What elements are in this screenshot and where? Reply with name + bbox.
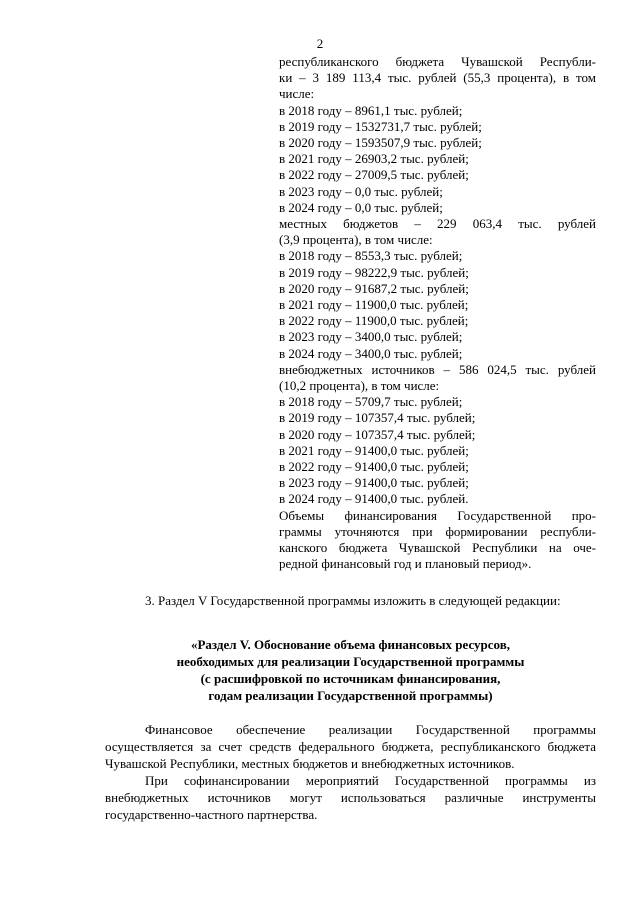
funding-line: местных бюджетов – 229 063,4 тыс. рублей [279, 216, 596, 232]
funding-line: граммы уточняются при формировании республи- [279, 523, 596, 539]
body-paragraph-partnership: При софинансировании мероприятий Государственной программы из внебюджетных источников могут использоваться различные инструменты государственно-частного партнерства. [105, 773, 596, 822]
funding-line: в 2022 году – 27009,5 тыс. рублей; [279, 167, 469, 183]
funding-breakdown [279, 54, 596, 573]
funding-line: в 2020 году – 107357,4 тыс. рублей; [279, 426, 476, 442]
funding-line: Объемы финансирования Государственной про- [279, 507, 596, 523]
heading-line: необходимых для реализации Государственной программы [176, 654, 525, 669]
funding-line: в 2018 году – 8961,1 тыс. рублей; [279, 102, 463, 118]
heading-line: (с расшифровкой по источникам финансирования, [200, 671, 501, 686]
funding-line: в 2023 году – 91400,0 тыс. рублей; [279, 475, 469, 491]
funding-line: канского бюджета Чувашской Республики на оче- [279, 540, 596, 556]
funding-line: в 2024 году – 91400,0 тыс. рублей. [279, 491, 469, 507]
funding-line: в 2024 году – 3400,0 тыс. рублей; [279, 345, 463, 361]
funding-line: в 2019 году – 98222,9 тыс. рублей; [279, 264, 469, 280]
funding-line: в 2021 году – 11900,0 тыс. рублей; [279, 297, 469, 313]
funding-line: в 2018 году – 8553,3 тыс. рублей; [279, 248, 463, 264]
funding-line: в 2018 году – 5709,7 тыс. рублей; [279, 394, 463, 410]
funding-line: (10,2 процента), в том числе: [279, 378, 440, 394]
funding-line: числе: [279, 86, 315, 102]
funding-line: редной финансовый год и плановый период». [279, 556, 532, 572]
funding-line: в 2021 году – 26903,2 тыс. рублей; [279, 151, 469, 167]
funding-line: в 2022 году – 11900,0 тыс. рублей; [279, 313, 469, 329]
funding-line: в 2021 году – 91400,0 тыс. рублей; [279, 442, 469, 458]
funding-line: в 2019 году – 107357,4 тыс. рублей; [279, 410, 476, 426]
funding-line: в 2023 году – 3400,0 тыс. рублей; [279, 329, 463, 345]
funding-line: республиканского бюджета Чувашской Республи- [279, 54, 596, 69]
funding-line: в 2020 году – 91687,2 тыс. рублей; [279, 280, 469, 296]
page-number: 2 [316, 36, 324, 51]
section-instruction: 3. Раздел V Государственной программы изложить в следующей редакции: [145, 593, 561, 608]
funding-line: в 2020 году – 1593507,9 тыс. рублей; [279, 135, 482, 151]
heading-line: годам реализации Государственной программы) [208, 688, 493, 703]
funding-line: ки – 3 189 113,4 тыс. рублей (55,3 процента), в том [279, 70, 596, 86]
funding-line: в 2019 году – 1532731,7 тыс. рублей; [279, 118, 482, 134]
funding-line: внебюджетных источников – 586 024,5 тыс. рублей [279, 361, 596, 377]
funding-line: (3,9 процента), в том числе: [279, 232, 433, 248]
section-heading [105, 636, 596, 704]
funding-line: в 2023 году – 0,0 тыс. рублей; [279, 183, 443, 199]
body-paragraph-financing: Финансовое обеспечение реализации Государственной программы осуществляется за счет средств федерального бюджета, республиканского бюджета Чувашской Республики, местных бюджетов и внебюджетных источников. [105, 722, 596, 771]
funding-line: в 2022 году – 91400,0 тыс. рублей; [279, 459, 469, 475]
funding-line: в 2024 году – 0,0 тыс. рублей; [279, 199, 443, 215]
heading-line: «Раздел V. Обоснование объема финансовых ресурсов, [190, 637, 510, 652]
